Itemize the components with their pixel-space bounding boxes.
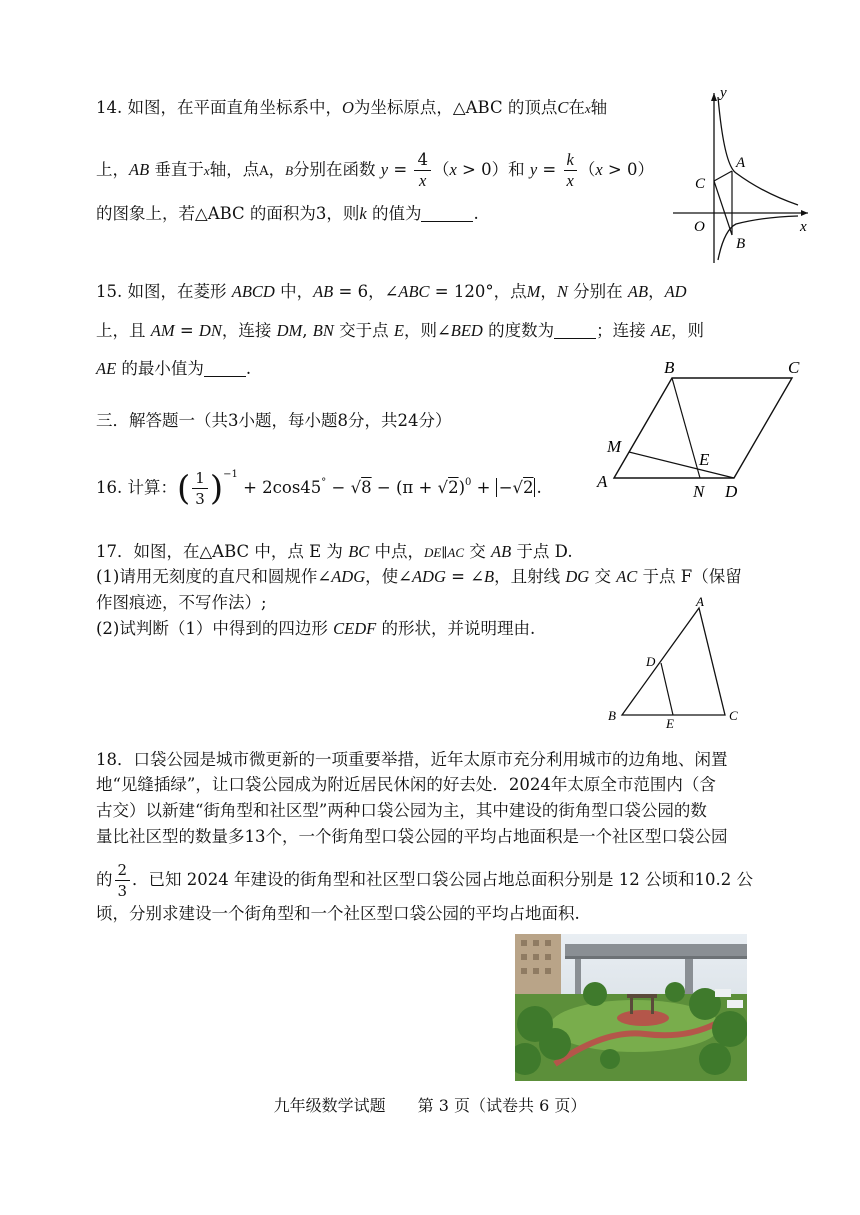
q17-label-d: D — [646, 654, 656, 669]
page-footer: 九年级数学试题 第 3 页（试卷共 6 页） — [273, 1096, 587, 1115]
q15-label-a: A — [597, 472, 608, 491]
q15-line1: 15. 如图，在菱形 ABCD 中，AB = 6，∠ABC = 120°，点M，N 分别在 AB，AD — [96, 282, 687, 301]
q18-line4: 量比社区型的数量多13个，一个街角型口袋公园的平均占地面积是一个社区型口袋公园 — [96, 827, 728, 846]
q17-line4: (2)试判断（1）中得到的四边形 CEDF 的形状，并说明理由. — [96, 619, 536, 638]
q14-figure — [668, 85, 828, 265]
q15-line2: 上，且 AM = DN，连接 DM, BN 交于点 E，则∠BED 的度数为 ；连接 AE，则 — [96, 321, 705, 340]
q14-line2: 上，AB 垂直于x轴，点A，B分别在函数 y = $\frac{4}{x}$ （x > 0）和 y = $\frac{k}{x}$ （x > 0） — [96, 150, 654, 190]
q17-label-a: A — [696, 594, 704, 609]
q17-figure — [604, 594, 754, 730]
q15-label-e: E — [699, 450, 710, 469]
section-heading: 三．解答题一（共3小题，每小题8分，共24分） — [96, 411, 452, 430]
q17-line1: 17．如图，在△ABC 中，点 E 为 BC 中点，DE∥AC 交 AB 于点 D. — [96, 542, 573, 561]
q16-expression: 16. 计算：( $\frac{1}{3}$ )$^{-1} + 2\cos 45^\circ - √8 - (\pi + √2)^0 + -√2$ . — [96, 468, 542, 509]
q14-label-b: B — [736, 236, 746, 252]
q18-line6: 顷，分别求建设一个街角型和一个社区型口袋公园的平均占地面积. — [96, 904, 580, 923]
q14-label-c: C — [695, 176, 706, 192]
park-photo — [515, 934, 747, 1081]
q18-line3: 古交）以新建“街角型和社区型”两种口袋公园为主，其中建设的街角型口袋公园的数 — [96, 801, 707, 820]
q18-line5: 的 $\frac{2}{3}$ ．已知 2024 年建设的街角型和社区型口袋公园占地总面积分别是 12 公顷和10.2 公 — [96, 861, 753, 900]
q14-line1: 14. 如图，在平面直角坐标系中，O为坐标原点，△ABC 的顶点C在x轴 — [96, 98, 608, 117]
q14-label-a: A — [736, 155, 746, 171]
q17-line3: 作图痕迹，不写作法）; — [96, 593, 267, 612]
q14-label-o: O — [694, 219, 705, 235]
q15-label-c: C — [788, 358, 800, 377]
q14-line3: 的图象上，若△ABC 的面积为3，则k 的值为 . — [96, 204, 479, 223]
q18-line2: 地“见缝插绿”，让口袋公园成为附近居民休闲的好去处．2024年太原全市范围内（含 — [96, 775, 716, 794]
q17-line2: (1)请用无刻度的直尺和圆规作∠ADG，使∠ADG = ∠B，且射线 DG 交 AC 于点 F（保留 — [96, 567, 742, 586]
q17-label-b: B — [608, 708, 616, 723]
q17-label-c: C — [729, 708, 738, 723]
q15-label-n: N — [693, 482, 705, 501]
q18-line1: 18．口袋公园是城市微更新的一项重要举措，近年太原市充分利用城市的边角地、闲置 — [96, 750, 728, 769]
q15-label-d: D — [725, 482, 738, 501]
q15-line3: AE 的最小值为 . — [96, 359, 252, 378]
q15-label-m: M — [607, 437, 622, 456]
q14-label-y: y — [720, 85, 727, 101]
q17-label-e: E — [666, 716, 674, 730]
q15-figure — [592, 356, 822, 506]
q14-label-x: x — [800, 219, 807, 235]
q15-label-b: B — [664, 358, 675, 377]
